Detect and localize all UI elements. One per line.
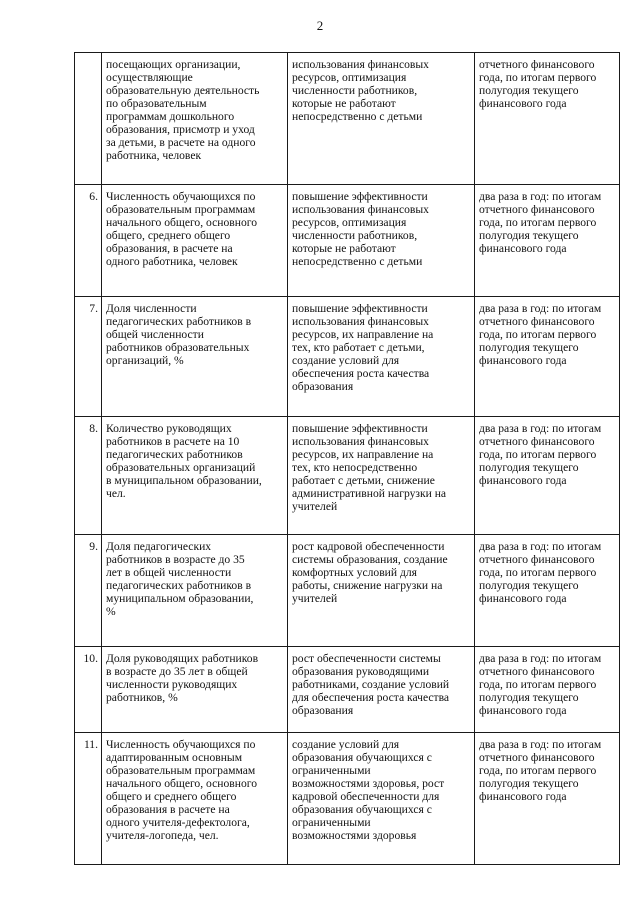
period-cell: два раза в год: по итогам отчетного финансового года, по итогам первого полугодия текущего финансового года (475, 647, 620, 733)
period-cell: два раза в год: по итогам отчетного финансового года, по итогам первого полугодия текущего финансового года (475, 297, 620, 417)
row-number: 8. (75, 417, 102, 535)
purpose-cell: повышение эффективности использования финансовых ресурсов, оптимизация численности работников, которые не работают непосредственно с детьми (288, 185, 475, 297)
row-number: 7. (75, 297, 102, 417)
indicator-cell: Доля руководящих работников в возрасте до 35 лет в общей численности руководящих работников, % (102, 647, 288, 733)
period-cell: два раза в год: по итогам отчетного финансового года, по итогам первого полугодия текущего финансового года (475, 185, 620, 297)
table-row (75, 53, 620, 185)
indicator-cell: Доля численности педагогических работников в общей численности работников образовательных организаций, % (102, 297, 288, 417)
indicator-cell: Доля педагогических работников в возрасте до 35 лет в общей численности педагогических работников в муниципальном образовании, % (102, 535, 288, 647)
indicator-cell: посещающих организации, осуществляющие образовательную деятельность по образовательным программам дошкольного образования, присмотр и уход за детьми, в расчете на одного работника, человек (102, 53, 288, 185)
purpose-cell: повышение эффективности использования финансовых ресурсов, их направление на тех, кто непосредственно работает с детьми, снижение административной нагрузки на учителей (288, 417, 475, 535)
row-number: 6. (75, 185, 102, 297)
period-cell: два раза в год: по итогам отчетного финансового года, по итогам первого полугодия текущего финансового года (475, 535, 620, 647)
purpose-cell: создание условий для образования обучающихся с ограниченными возможностями здоровья, рост кадровой обеспеченности для образования обучающихся с ограниченными возможностями здоровья (288, 733, 475, 865)
table-row (75, 297, 620, 417)
table-row (75, 535, 620, 647)
row-number: 10. (75, 647, 102, 733)
table-row (75, 185, 620, 297)
indicators-table (74, 52, 620, 865)
row-number: 11. (75, 733, 102, 865)
row-number (75, 53, 102, 185)
period-cell: отчетного финансового года, по итогам первого полугодия текущего финансового года (475, 53, 620, 185)
period-cell: два раза в год: по итогам отчетного финансового года, по итогам первого полугодия текущего финансового года (475, 733, 620, 865)
row-number: 9. (75, 535, 102, 647)
purpose-cell: повышение эффективности использования финансовых ресурсов, их направление на тех, кто работает с детьми, создание условий для обеспечения роста качества образования (288, 297, 475, 417)
purpose-cell: рост кадровой обеспеченности системы образования, создание комфортных условий для работы, снижение нагрузки на учителей (288, 535, 475, 647)
purpose-cell: рост обеспеченности системы образования руководящими работниками, создание условий для обеспечения роста качества образования (288, 647, 475, 733)
purpose-cell: использования финансовых ресурсов, оптимизация численности работников, которые не работают непосредственно с детьми (288, 53, 475, 185)
indicator-cell: Численность обучающихся по адаптированным основным образовательным программам начального общего, основного общего и среднего общего образования в расчете на одного учителя-дефектолога, учителя-логопеда, чел. (102, 733, 288, 865)
indicator-cell: Количество руководящих работников в расчете на 10 педагогических работников образовательных организаций в муниципальном образовании, чел. (102, 417, 288, 535)
table-row (75, 733, 620, 865)
period-cell: два раза в год: по итогам отчетного финансового года, по итогам первого полугодия текущего финансового года (475, 417, 620, 535)
table-row (75, 417, 620, 535)
table-row (75, 647, 620, 733)
page-number: 2 (316, 18, 324, 33)
indicator-cell: Численность обучающихся по образовательным программам начального общего, основного общего, среднего общего образования, в расчете на одного работника, человек (102, 185, 288, 297)
